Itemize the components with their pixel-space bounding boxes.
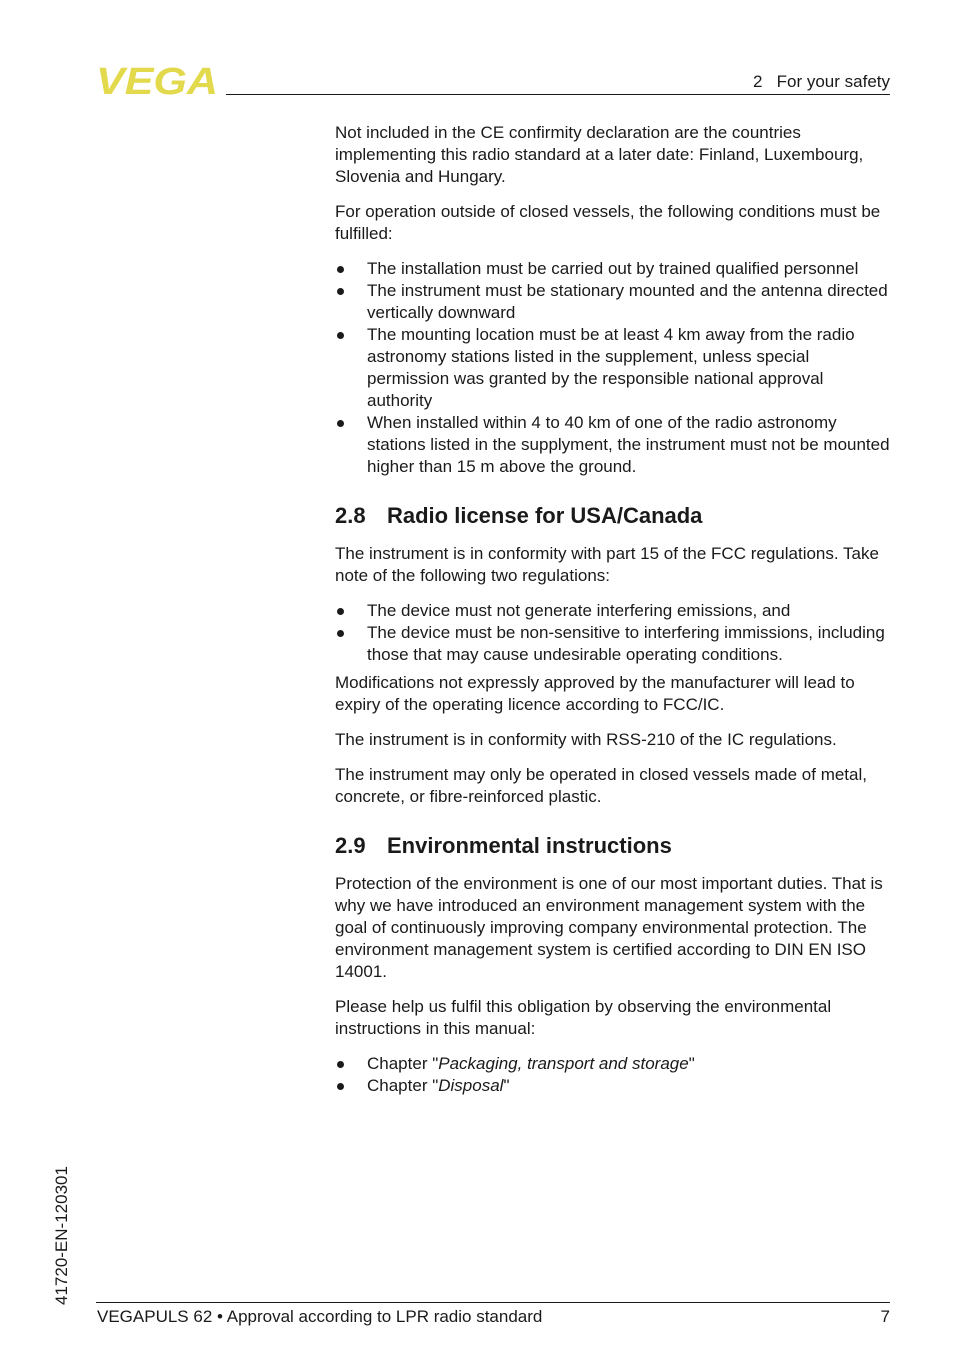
page-number: 7 xyxy=(880,1307,890,1326)
paragraph: For operation outside of closed vessels, the following conditions must be fulfilled: xyxy=(335,202,881,243)
chapter-prefix: Chapter " xyxy=(367,1076,439,1095)
list-item: The device must be non-sensitive to interfering immissions, including those that may cause undesirable operating conditions. xyxy=(335,622,891,666)
chapter-link: Packaging, transport and storage xyxy=(438,1054,689,1073)
section-title: Environmental instructions xyxy=(387,833,672,858)
footer-title: VEGAPULS 62 • Approval according to LPR radio standard xyxy=(97,1307,543,1326)
chapter-link: Disposal xyxy=(438,1076,504,1095)
regulations-list xyxy=(335,600,891,666)
chapter-list xyxy=(335,1053,891,1097)
list-item xyxy=(335,1075,891,1097)
paragraph: Not included in the CE confirmity declaration are the countries implementing this radio standard at a later date: Finland, Luxembourg, Slovenia and Hungary. xyxy=(335,123,864,186)
paragraph: Modifications not expressly approved by the manufacturer will lead to expiry of the operating licence according to FCC/IC. xyxy=(335,673,855,714)
paragraph: The instrument is in conformity with part 15 of the FCC regulations. Take note of the following two regulations: xyxy=(335,544,879,585)
list-item: When installed within 4 to 40 km of one of the radio astronomy stations listed in the supplyment, the instrument must not be mounted higher than 15 m above the ground. xyxy=(335,412,891,478)
paragraph: The instrument is in conformity with RSS-210 of the IC regulations. xyxy=(335,730,837,749)
paragraph: Please help us fulfil this obligation by observing the environmental instructions in this manual: xyxy=(335,997,832,1038)
header-section: 2 For your safety xyxy=(753,72,890,91)
header-rule xyxy=(226,94,890,95)
list-item: The installation must be carried out by trained qualified personnel xyxy=(335,258,891,280)
conditions-list xyxy=(335,258,891,478)
chapter-suffix: " xyxy=(688,1054,695,1073)
vega-logo-text: VEGA xyxy=(96,66,218,96)
chapter-suffix: " xyxy=(503,1076,510,1095)
section-heading xyxy=(335,832,891,860)
main-content xyxy=(335,122,891,1110)
list-item xyxy=(335,1053,891,1075)
footer-rule xyxy=(96,1302,890,1303)
section-title: Radio license for USA/Canada xyxy=(387,503,703,528)
section-heading xyxy=(335,502,891,530)
section-number: 2.9 xyxy=(335,833,366,858)
section-number: 2.8 xyxy=(335,503,366,528)
paragraph: Protection of the environment is one of our most important duties. That is why we have introduced an environment management system with the goal of continuously improving company environmental protection. The environment management system is certified according to DIN EN ISO 14001. xyxy=(335,874,883,981)
paragraph: The instrument may only be operated in closed vessels made of metal, concrete, or fibre-reinforced plastic. xyxy=(335,765,867,806)
document-code: 41720-EN-120301 xyxy=(52,1166,71,1305)
list-item: The instrument must be stationary mounted and the antenna directed vertically downward xyxy=(335,280,891,324)
list-item: The mounting location must be at least 4 km away from the radio astronomy stations listed in the supplement, unless special permission was granted by the responsible national approval authority xyxy=(335,324,891,412)
vega-logo xyxy=(96,66,220,96)
list-item: The device must not generate interfering emissions, and xyxy=(335,600,891,622)
chapter-prefix: Chapter " xyxy=(367,1054,439,1073)
